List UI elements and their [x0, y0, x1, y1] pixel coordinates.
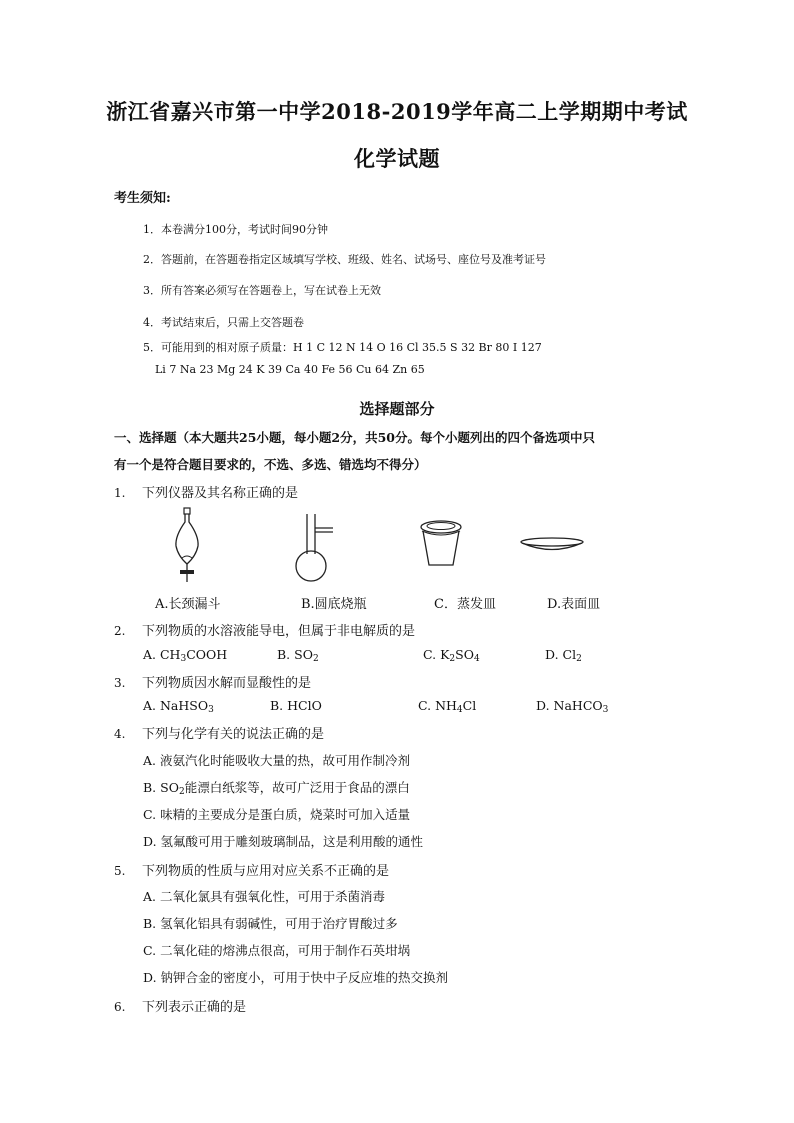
caption-b: B.圆底烧瓶: [301, 597, 367, 612]
q2-option-a: A. $CH_3COOH$: [143, 647, 228, 664]
question-number: 4.: [114, 727, 126, 741]
q3-option-b: B. HClO: [270, 698, 322, 713]
watch-glass-drawing: [518, 534, 586, 556]
notice-item-2: 2．答题前，在答题卷指定区域填写学校、班级、姓名、试场号、座位号及准考证号: [143, 253, 546, 266]
question-number: 2.: [114, 624, 126, 638]
q2-option-d: D. $Cl_2$: [545, 647, 582, 664]
q5-option-d: D. 钠钾合金的密度小，可用于快中子反应堆的热交换剂: [143, 970, 449, 985]
section-title: 选择题部分: [359, 400, 435, 418]
q2-option-c: C. $K_2SO_4$: [423, 647, 480, 664]
q3-option-c: C. $NH_4Cl$: [418, 698, 477, 715]
question-3: [114, 672, 311, 691]
question-5: [114, 860, 389, 879]
part-intro-line1: 一、选择题（本大题共25小题，每小题2分，共50分。每个小题列出的四个备选项中只: [114, 430, 595, 445]
q4-option-b: B. $SO_2$能漂白纸浆等，故可广泛用于食品的漂白: [143, 780, 410, 797]
question-stem: 下列与化学有关的说法正确的是: [142, 727, 325, 742]
question-number: 6.: [114, 1000, 126, 1014]
q4-option-d: D. 氢氟酸可用于雕刻玻璃制品，这是利用酸的通性: [143, 834, 424, 849]
notice-item-5-cont: Li 7 Na 23 Mg 24 K 39 Ca 40 Fe 56 Cu 64 Zn 65: [155, 363, 425, 376]
question-number: 1.: [114, 486, 126, 500]
question-stem: 下列表示正确的是: [142, 1000, 247, 1015]
question-2: [114, 620, 415, 639]
part-intro-line2: 有一个是符合题目要求的，不选、多选、错选均不得分）: [114, 457, 427, 472]
caption-c: C．蒸发皿: [434, 597, 496, 612]
notice-item-4: 4．考试结束后，只需上交答题卷: [143, 316, 304, 329]
question-number: 5.: [114, 864, 126, 878]
q5-option-a: A. 二氧化氯具有强氧化性，可用于杀菌消毒: [143, 889, 385, 904]
question-stem: 下列物质的性质与应用对应关系不正确的是: [142, 864, 390, 879]
question-stem: 下列物质因水解而显酸性的是: [142, 676, 312, 691]
crucible-drawing: [417, 517, 465, 569]
question-stem: 下列物质的水溶液能导电，但属于非电解质的是: [142, 624, 416, 639]
exam-subtitle: 化学试题: [354, 146, 440, 171]
question-4: [114, 723, 324, 742]
q4-option-a: A. 液氨汽化时能吸收大量的热，故可用作制冷剂: [143, 753, 410, 768]
question-number: 3.: [114, 676, 126, 690]
question-6: [114, 996, 246, 1015]
separatory-funnel-drawing: [170, 506, 204, 584]
flask-drawing: [295, 512, 335, 584]
caption-d: D.表面皿: [547, 597, 601, 612]
q3-option-a: A. NaHSO$_3$: [143, 698, 214, 715]
q2-option-b: B. $SO_2$: [277, 647, 319, 664]
q5-option-c: C. 二氧化硅的熔沸点很高，可用于制作石英坩埚: [143, 943, 411, 958]
question-1: [114, 482, 298, 501]
notice-item-3: 3．所有答案必须写在答题卷上，写在试卷上无效: [143, 284, 381, 297]
exam-title: 浙江省嘉兴市第一中学2018-2019学年高二上学期期中考试: [106, 99, 688, 124]
question-stem: 下列仪器及其名称正确的是: [142, 486, 299, 501]
caption-a: A.长颈漏斗: [155, 597, 221, 612]
q4-option-c: C. 味精的主要成分是蛋白质，烧菜时可加入适量: [143, 807, 411, 822]
notice-item-5: 5．可能用到的相对原子质量：H 1 C 12 N 14 O 16 Cl 35.5 S 32 Br 80 I 127: [143, 341, 542, 354]
q5-option-b: B. 氢氧化铝具有弱碱性，可用于治疗胃酸过多: [143, 916, 398, 931]
notice-item-1: 1．本卷满分100分，考试时间90分钟: [143, 223, 328, 236]
notice-heading: 考生须知:: [114, 191, 171, 206]
q3-option-d: D. NaHCO$_3$: [536, 698, 609, 715]
